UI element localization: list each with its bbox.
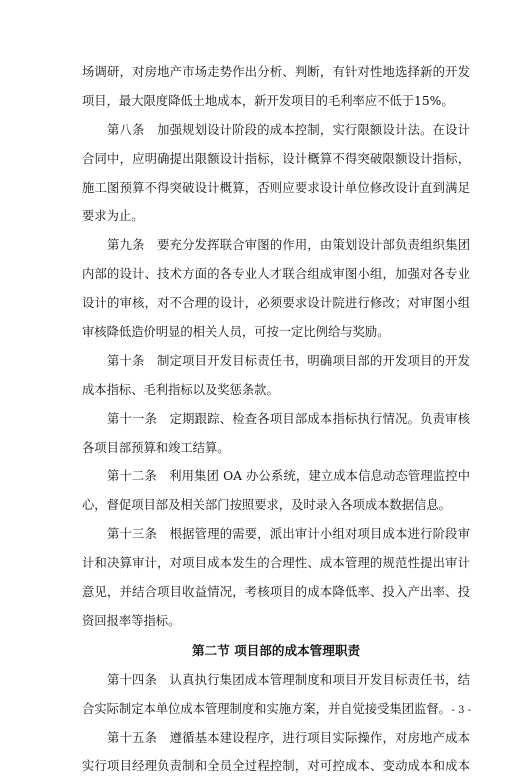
text-line: 第十五条 遵循基本建设程序，进行项目实际操作，对房地产成本: [107, 730, 470, 745]
paragraph-article-14: [82, 666, 470, 724]
paragraph-article-11: [82, 405, 470, 463]
text-line: 第十条 制定项目开发目标责任书，明确项目部的开发项目的开发: [107, 353, 470, 368]
text-line: 场调研，对房地产市场走势作出分析、判断，有针对性地选择新的开发: [82, 65, 470, 79]
paragraph: [82, 58, 470, 116]
paragraph-article-12: [82, 462, 470, 520]
text-line: 施工图预算不得突破设计概算，否则应要求设计单位修改设计直到满足: [82, 180, 470, 195]
page-number: - 3 -: [451, 705, 471, 716]
text-line: 内部的设计、技术方面的各专业人才联合组成审图小组，加强对各专业: [82, 267, 470, 282]
text-line: 心，督促项目部及相关部门按照要求，及时录入各项成本数据信息。: [82, 498, 451, 513]
text-line: 第十二条 利用集团 OA 办公系统，建立成本信息动态管理监控中: [107, 469, 470, 484]
text-line: 设计的审核，对不合理的设计，必须要求设计院进行修改；对审图小组: [82, 296, 470, 311]
text-line: 项目，最大限度降低土地成本，新开发项目的毛利率应不低于15%。: [82, 93, 454, 108]
text-line: 计和决算审计，对项目成本发生的合理性、成本管理的规范性提出审计: [82, 556, 470, 571]
text-line: 资回报率等指标。: [82, 613, 181, 628]
paragraph-article-10: [82, 347, 470, 405]
text-line: 要求为止。: [82, 209, 144, 224]
section-heading: 第二节 项目部的成本管理职责: [191, 642, 361, 658]
paragraph-article-9: [82, 231, 470, 347]
text-line: 成本指标、毛利指标以及奖惩条款。: [82, 382, 279, 397]
page-body: [82, 58, 470, 781]
paragraph-article-15: [82, 724, 470, 781]
text-line: 第九条 要充分发挥联合审图的作用，由策划设计部负责组织集团: [107, 238, 470, 253]
text-line: 第十四条 认真执行集团成本管理制度和项目开发目标责任书，结: [107, 672, 470, 687]
text-line: 第八条 加强规划设计阶段的成本控制，实行限额设计法。在设计: [107, 122, 470, 137]
text-line: 各项目部预算和竣工结算。: [82, 440, 230, 455]
paragraph-article-8: [82, 116, 470, 232]
paragraph-article-13: [82, 520, 470, 636]
text-line: 合同中，应明确提出限额设计指标，设计概算不得突破限额设计指标，: [82, 151, 470, 166]
text-line: 意见，并结合项目收益情况，考核项目的成本降低率、投入产出率、投: [82, 585, 470, 600]
text-line: 第十三条 根据管理的需要，派出审计小组对项目成本进行阶段审: [107, 527, 470, 542]
text-line: 第十一条 定期跟踪、检查各项目部成本指标执行情况。负责审核: [107, 411, 470, 426]
text-line: 合实际制定本单位成本管理制度和实施方案，并自觉接受集团监督。: [82, 701, 451, 716]
text-line: 审核降低造价明显的相关人员，可按一定比例给与奖励。: [82, 325, 390, 340]
text-line: 实行项目经理负责制和全员全过程控制，对可控成本、变动成本和成本: [82, 759, 470, 774]
